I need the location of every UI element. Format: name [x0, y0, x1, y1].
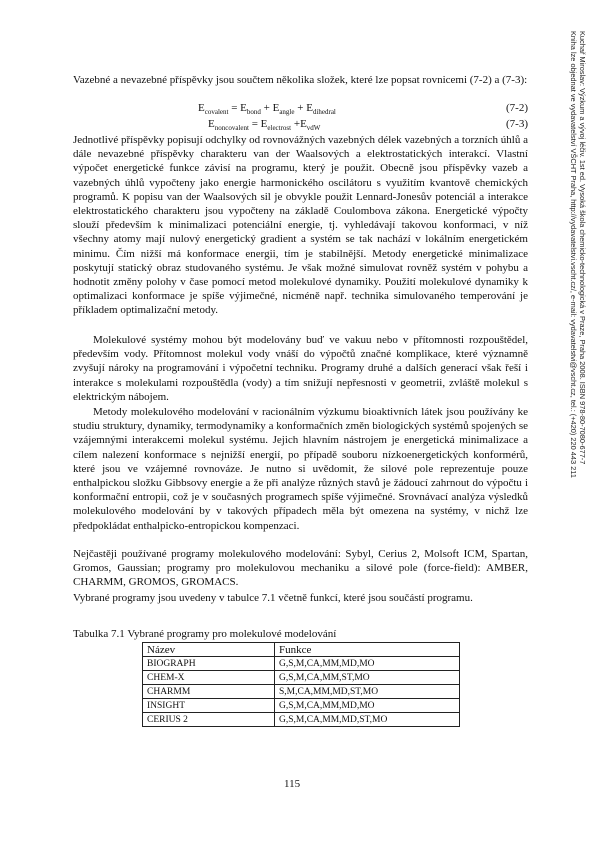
- program-functions: G,S,M,CA,MM,MD,MO: [275, 699, 460, 713]
- program-name: CERIUS 2: [143, 713, 275, 727]
- table-row: [143, 713, 460, 727]
- column-header-functions: Funkce: [275, 643, 460, 657]
- equation-formula: $E_{noncovalent} = E_{electrost} +E_{vdW}$: [208, 118, 321, 133]
- citation-sidebar: [569, 31, 587, 478]
- table-row: [143, 657, 460, 671]
- paragraph-methods: Metody molekulového modelování v racionálním výzkumu bioaktivních látek jsou používány ke studiu struktury, dynamiky, termodynamiky a konformačních změn biologických systémů spojených se vzájemnými interakcemi molekul systému. Jejich hlavním nástrojem je energetická minimalizace a cílem nalezení konformace s nejnižší energií, po případě souboru nízkoenergetických konformérů, které jsou ve vzájemné rovnováze. Je nutno si uvědomit, že silové pole reprezentuje pouze enthalpickou složku Gibbsovy energie a že při analýze různých stavů je žádoucí zahrnout do výpočtu i konformační entropii, což je v současných programech spíše výjimečné. Srovnávací analýza výsledků molekulového modelování by v takových případech měla být omezena na systémy, v nichž lze předpokládat enthalpicko-entropickou kompenzaci.: [73, 406, 528, 532]
- program-name: BIOGRAPH: [143, 657, 275, 671]
- column-header-name: Název: [143, 643, 275, 657]
- program-name: INSIGHT: [143, 699, 275, 713]
- program-functions: G,S,M,CA,MM,ST,MO: [275, 671, 460, 685]
- paragraph-table-intro: Vybrané programy jsou uvedeny v tabulce 7.1 včetně funkcí, které jsou součástí programu.: [73, 592, 473, 604]
- intro-paragraph: Vazebné a nevazebné příspěvky jsou součtem několika složek, které lze popsat rovnicemi (7-2) a (7-3):: [73, 74, 528, 86]
- program-functions: S,M,CA,MM,MD,ST,MO: [275, 685, 460, 699]
- table-caption: Tabulka 7.1 Vybrané programy pro molekulové modelování: [73, 628, 337, 640]
- equation-number: (7-2): [506, 102, 528, 114]
- program-name: CHEM-X: [143, 671, 275, 685]
- program-functions: G,S,M,CA,MM,MD,ST,MO: [275, 713, 460, 727]
- programs-table: [142, 642, 460, 727]
- citation-line: Kuchař Miroslav: Výzkum a vývoj léčiv. 1st ed. Vysoká škola chemicko-technologická v Praze, Praha 2008. ISBN 978-80-7080-677-7: [578, 31, 587, 465]
- table-row: [143, 685, 460, 699]
- page-number: 115: [284, 778, 301, 790]
- equation-formula: $E_{covalent} = E_{bond} + E_{angle} + E_{dihedral}$: [198, 102, 336, 117]
- equation-number: (7-3): [506, 118, 528, 130]
- program-name: CHARMM: [143, 685, 275, 699]
- paragraph-solvent: Molekulové systémy mohou být modelovány buď ve vakuu nebo v přítomnosti rozpouštědel, především vody. Přítomnost molekul vody vnáší do výpočtů značné komplikace, které významně zvyšují nároky na programování i výpočetní techniku. Programy druhé a dalších generací však řeší i interakce s molekulami rozpouštědla (vody) a tím snižují nepřesnosti v geometrii, zvláště molekul s elektrickým nábojem.: [73, 334, 528, 403]
- program-functions: G,S,M,CA,MM,MD,MO: [275, 657, 460, 671]
- paragraph-programs: Nejčastěji používané programy molekulového modelování: Sybyl, Cerius 2, Molsoft ICM, Spartan, Gromos, Gaussian; programy pro molekulovou mechaniku a silové pole (force-field): AMBER, CHARMM, GROMOS, GROMACS.: [73, 548, 528, 589]
- table-row: [143, 671, 460, 685]
- order-info-line: Kniha lze objednat ve vydavatelství VŠCHT Praha, http://vydavatelstvi.vscht.cz/, e-mail: vydavatelstvi@vscht.cz, tel.: (+420) 220 443 211: [569, 31, 578, 478]
- paragraph-energy-functions: Jednotlivé příspěvky popisují odchylky od rovnovážných vazebných délek vazebných a torzních úhlů a dále nevazebné příspěvky charakteru van der Waalsových a elektrostatických interakcí. Vlastní výpočet energetické funkce závisí na programu, který je použit. Obecně jsou příspěvky vazeb a vazebných úhlů vypočteny jako energie harmonického oscilátoru s využitím kvantově chemických programů. K popisu van der Waalsových sil je obvykle použit Lennard-Jonesův potenciál a interakce elektrostatického charakteru jsou vypočteny na základě Coulombova zákona. Energetické výpočty slouží především k minimalizaci potenciální energie, tj. vyhledávají takovou konformaci, v níž všechny atomy mají nulový energetický gradient a systém se tak nachází v lokálním energetickém minimu. Čím nižší má konformace energii, tím je stabilnější. Metody energetické minimalizace poskytují statický obraz studovaného systému. Je však možné simulovat rovněž systém v pohybu a hodnotit změny polohy v čase pomocí metod molekulové dynamiky. Použití molekulové dynamiky k optimalizaci konformace je spíše výjimečné, nicméně např. technika simulovaného temperování je příkladem optimalizační metody.: [73, 134, 528, 317]
- equation-7-3: [73, 118, 528, 132]
- equation-7-2: [73, 102, 528, 116]
- table-header-row: [143, 643, 460, 657]
- table-row: [143, 699, 460, 713]
